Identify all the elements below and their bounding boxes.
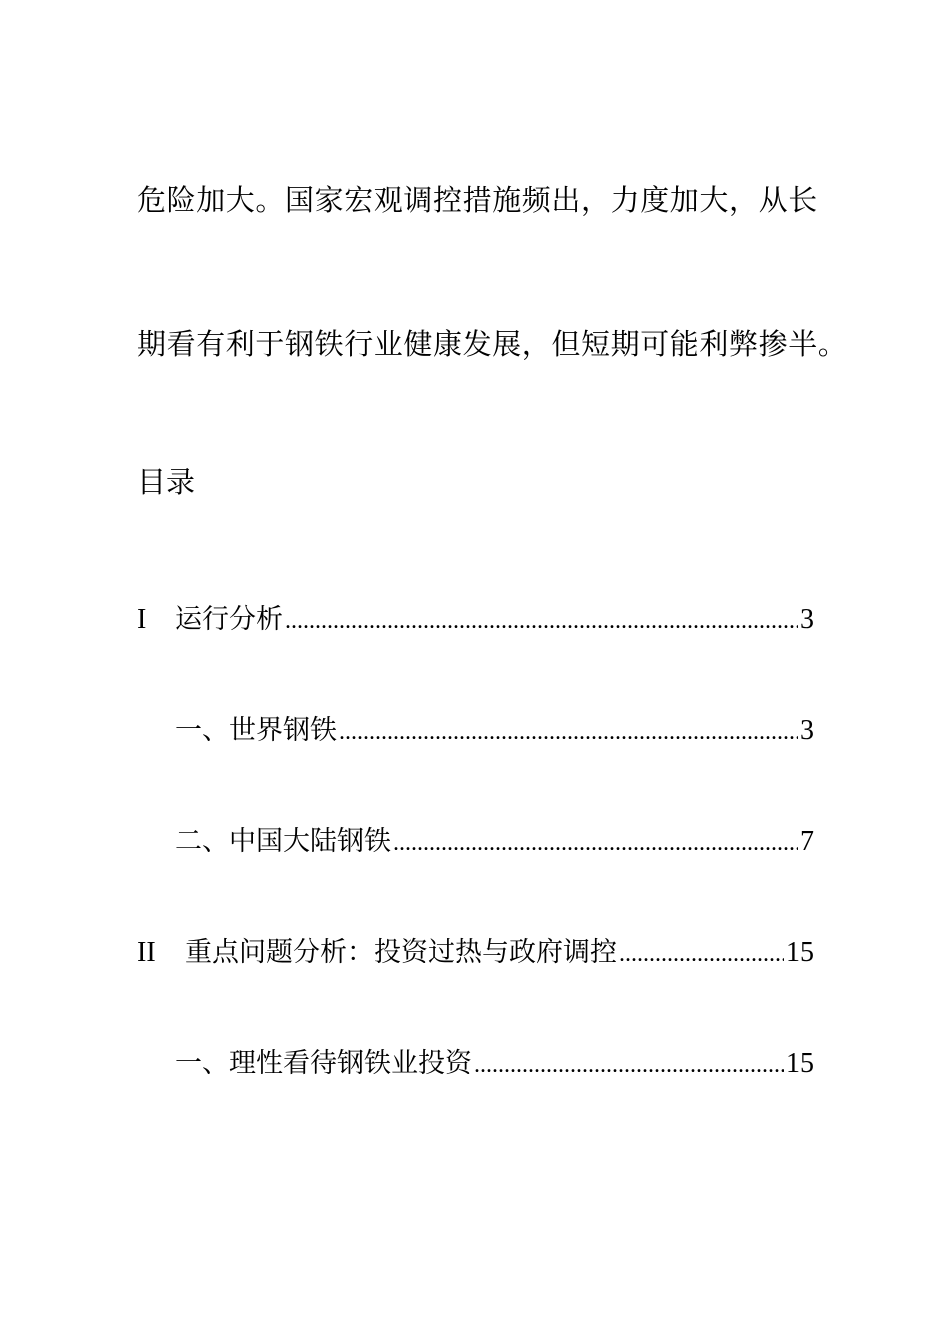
toc-entry-5[interactable] [175, 1044, 814, 1084]
toc-entry-text: 重点问题分析：投资过热与政府调控 [185, 937, 617, 968]
toc-entry-1[interactable] [137, 600, 814, 640]
toc-entry-text: 一、理性看待钢铁业投资 [175, 1048, 472, 1079]
paragraph-line-2: 期看有利于钢铁行业健康发展，但短期可能利弊掺半。 [137, 327, 848, 361]
toc-entry-page: 15 [786, 1048, 814, 1079]
toc-entry-text: 二、中国大陆钢铁 [175, 826, 391, 857]
paragraph-line-1: 危险加大。国家宏观调控措施频出，力度加大，从长 [137, 183, 818, 217]
toc-leader-dots [619, 934, 784, 974]
toc-leader-dots [339, 712, 798, 752]
toc-entry-page: 7 [800, 826, 814, 857]
toc-entry-3[interactable] [175, 822, 814, 862]
toc-entry-number: I [137, 604, 147, 635]
toc-title: 目录 [137, 465, 196, 499]
toc-entry-text: 运行分析 [175, 604, 283, 635]
toc-entry-page: 3 [800, 715, 814, 746]
toc-entry-4[interactable] [137, 933, 814, 973]
toc-entry-2[interactable] [175, 711, 814, 751]
toc-entry-number: II [137, 937, 156, 968]
toc-entry-page: 3 [800, 604, 814, 635]
toc-leader-dots [474, 1045, 784, 1085]
toc-leader-dots [393, 823, 798, 863]
toc-leader-dots [285, 601, 798, 641]
toc-entry-page: 15 [786, 937, 814, 968]
toc-entry-text: 一、世界钢铁 [175, 715, 337, 746]
